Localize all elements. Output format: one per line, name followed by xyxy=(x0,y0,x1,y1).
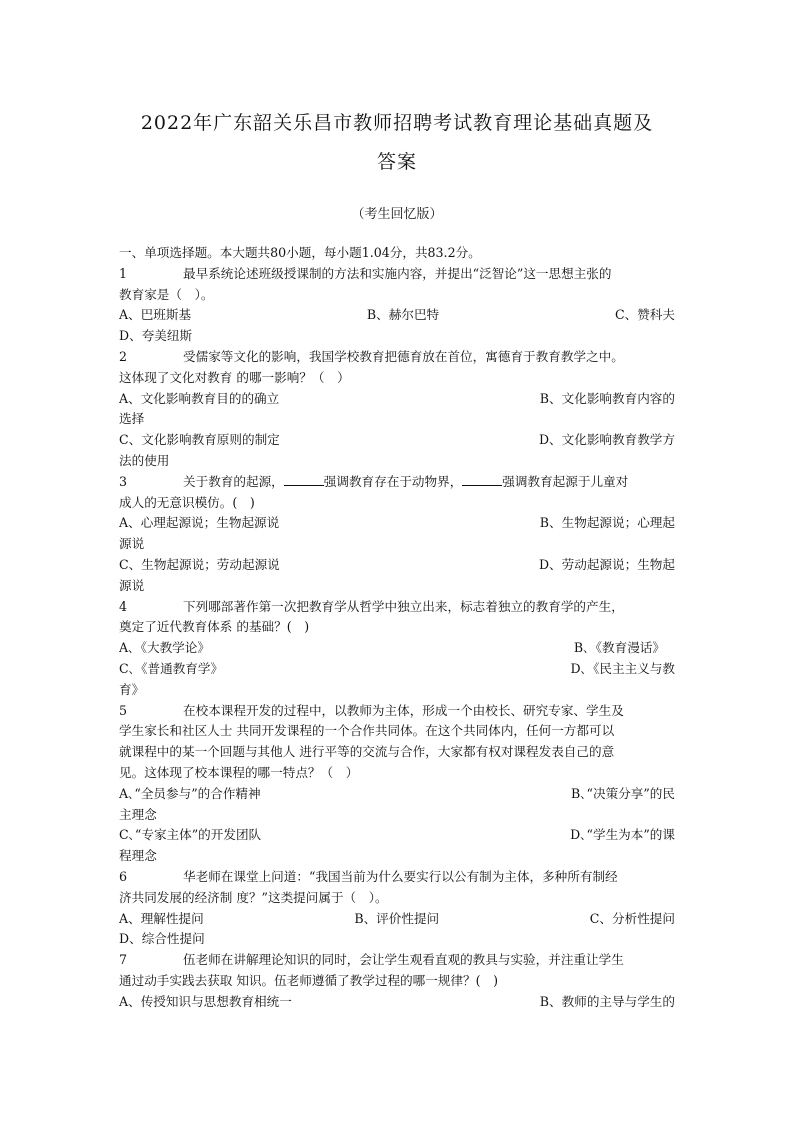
option-b: B､《教育漫话》 xyxy=(573,640,665,656)
question-text: 受儒家等文化的影响，我国学校教育把德育放在首位，寓德育于教育教学之中。 xyxy=(183,348,624,364)
option-b-wrap: 选择 xyxy=(119,411,145,427)
question-1-stem-cont: 教育家是（ ）。 xyxy=(119,286,214,302)
option-d: D、劳动起源说；生物起 xyxy=(538,556,675,572)
option-d: D､《民主主义与教 xyxy=(570,660,675,676)
question-5-stem-cont: 学生家长和社区人士 共同开发课程的一个合作共同体。在这个共同体内，任何一方都可以 xyxy=(119,723,615,739)
question-4-options-ab xyxy=(119,638,675,659)
option-c: C､“专家主体”的开发团队 xyxy=(119,827,262,843)
question-4-stem xyxy=(119,597,675,618)
question-number: 3 xyxy=(119,473,128,489)
option-a: A、心理起源说；生物起源说 xyxy=(119,515,280,531)
option-c: C､《普通教育学》 xyxy=(119,660,224,676)
question-5-stem xyxy=(119,701,675,722)
option-b: B、文化影响教育内容的 xyxy=(539,390,675,406)
question-list xyxy=(119,243,675,1012)
question-number: 6 xyxy=(119,868,128,884)
option-b: B、赫尔巴特 xyxy=(366,307,440,323)
option-d-wrap: 育》 xyxy=(119,681,145,697)
question-3-options-ab xyxy=(119,513,675,534)
question-text: 强调教育存在于动物界， xyxy=(323,473,463,489)
option-a: A、巴班斯基 xyxy=(119,307,192,323)
option-b-wrap: 源说 xyxy=(119,536,145,552)
option-d: D、夸美纽斯 xyxy=(119,328,193,344)
question-text: 最早系统论述班级授课制的方法和实施内容，并提出“泛智论”这一思想主张的 xyxy=(183,265,612,281)
document-subtitle: （考生回忆版） xyxy=(351,207,443,222)
question-7-stem xyxy=(119,950,675,971)
question-2-options-cd xyxy=(119,430,675,451)
question-number: 5 xyxy=(119,702,128,718)
question-number: 7 xyxy=(119,952,128,968)
question-3-stem-cont: 成人的无意识模仿。( ) xyxy=(119,494,255,510)
option-b: B、教师的主导与学生的 xyxy=(539,993,675,1009)
question-5-stem-cont: 见。这体现了校本课程的哪一特点？（ ） xyxy=(119,764,359,780)
question-5-options-ab xyxy=(119,784,675,805)
question-number: 1 xyxy=(119,265,128,281)
question-1-options xyxy=(119,305,675,326)
question-text: 在校本课程开发的过程中，以教师为主体，形成一个由校长、研究专家、学生及 xyxy=(183,702,624,718)
option-a: A､《大教学论》 xyxy=(119,640,210,656)
question-text: 伍老师在讲解理论知识的同时，会让学生观看直观的教具与实验，并注重让学生 xyxy=(183,952,624,968)
option-d-wrap: 法的使用 xyxy=(119,452,170,468)
section-heading: 一、单项选择题。本大题共80小题，每小题1.04分，共83.2分。 xyxy=(119,245,481,260)
question-3-options-cd xyxy=(119,555,675,576)
option-b: B､“决策分享”的民 xyxy=(571,785,675,801)
question-5-options-cd xyxy=(119,825,675,846)
question-3-stem xyxy=(119,472,675,493)
question-number: 4 xyxy=(119,598,128,614)
question-2-options-ab xyxy=(119,389,675,410)
question-7-stem-cont: 通过动手实践去获取 知识。伍老师遵循了教学过程的哪一规律？( ) xyxy=(119,972,499,988)
question-6-stem xyxy=(119,867,675,888)
fill-blank xyxy=(284,473,324,486)
question-1-stem xyxy=(119,264,675,285)
question-7-options-ab xyxy=(119,992,675,1013)
option-b: B、评价性提问 xyxy=(354,910,440,926)
option-c: C、赞科夫 xyxy=(614,307,675,323)
option-a: A、文化影响教育目的的确立 xyxy=(119,390,280,406)
option-b: B、生物起源说；心理起 xyxy=(539,515,675,531)
document-title-line-1: 2022年广东韶关乐昌市教师招聘考试教育理论基础真题及 xyxy=(140,112,654,134)
question-text: 华老师在课堂上问道：“我国当前为什么要实行以公有制为主体，多种所有制经 xyxy=(183,868,618,884)
question-5-stem-cont: 就课程中的某一个回题与其他人 进行平等的交流与合作，大家都有权对课程发表自己的意 xyxy=(119,744,615,760)
option-d: D、综合性提问 xyxy=(119,931,205,947)
option-c: C、生物起源说；劳动起源说 xyxy=(119,556,280,572)
option-a: A、传授知识与思想教育相统一 xyxy=(119,993,292,1009)
question-text: 强调教育起源于儿童对 xyxy=(502,473,629,489)
question-4-options-cd xyxy=(119,659,675,680)
option-a: A、理解性提问 xyxy=(119,910,204,926)
option-d-wrap: 程理念 xyxy=(119,848,157,864)
question-text: 下列哪部著作第一次把教育学从哲学中独立出来，标志着独立的教育学的产生， xyxy=(183,598,624,614)
option-a: A､“全员参与”的合作精神 xyxy=(119,785,261,801)
option-c: C、分析性提问 xyxy=(589,910,675,926)
fill-blank xyxy=(462,473,502,486)
option-c: C、文化影响教育原则的制定 xyxy=(119,432,280,448)
option-d: D､“学生为本”的课 xyxy=(570,827,675,843)
option-d: D、文化影响教育教学方 xyxy=(538,432,675,448)
question-2-stem xyxy=(119,347,675,368)
document-title-line-2: 答案 xyxy=(376,151,417,173)
question-number: 2 xyxy=(119,348,128,364)
option-d-wrap: 源说 xyxy=(119,577,145,593)
question-6-stem-cont: 济共同发展的经济制 度？”这类提问属于（ ）。 xyxy=(119,889,388,905)
question-6-options xyxy=(119,909,675,930)
question-2-stem-cont: 这体现了文化对教育 的哪一影响？（ ） xyxy=(119,369,350,385)
question-text: 关于教育的起源， xyxy=(183,473,284,489)
question-4-stem-cont: 奠定了近代教育体系 的基础？( ) xyxy=(119,619,310,635)
option-b-wrap: 主理念 xyxy=(119,806,157,822)
